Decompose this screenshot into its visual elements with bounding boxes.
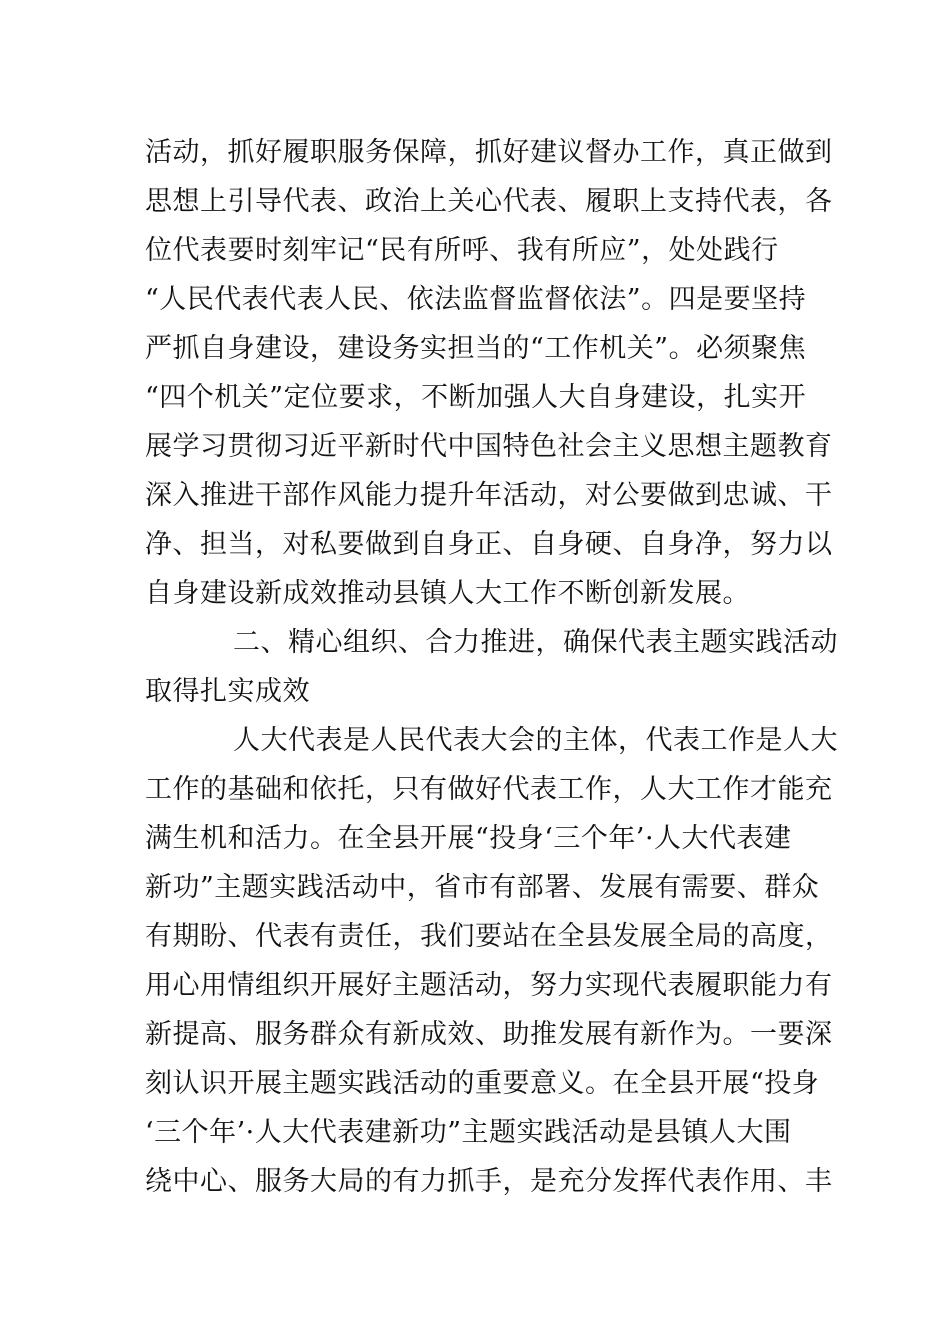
text-line-1: 活动，抓好履职服务保障，抓好建议督办工作，真正做到 <box>145 137 833 168</box>
text-line-13: 人大代表是人民代表大会的主体，代表工作是人大 <box>233 725 838 756</box>
text-line-6: “四个机关”定位要求，不断加强人大自身建设，扎实开 <box>145 382 807 413</box>
text-line-15: 满生机和活力。在全县开展“投身‘三个年’·人大代表建 <box>145 823 792 854</box>
text-line-16: 新功”主题实践活动中，省市有部署、发展有需要、群众 <box>145 872 820 903</box>
text-line-22: 绕中心、服务大局的有力抓手，是充分发挥代表作用、丰 <box>145 1166 833 1197</box>
text-line-10: 自身建设新成效推动县镇人大工作不断创新发展。 <box>145 578 750 609</box>
text-line-2: 思想上引导代表、政治上关心代表、履职上支持代表，各 <box>145 186 833 217</box>
text-line-9: 净、担当，对私要做到自身正、自身硬、自身净，努力以 <box>145 529 833 560</box>
text-line-17: 有期盼、代表有责任，我们要站在全县发展全局的高度， <box>145 921 833 952</box>
text-line-21: ‘三个年’·人大代表建新功”主题实践活动是县镇人大围 <box>145 1117 792 1148</box>
text-line-14: 工作的基础和依托，只有做好代表工作，人大工作才能充 <box>145 774 833 805</box>
text-line-18: 用心用情组织开展好主题活动，努力实现代表履职能力有 <box>145 970 833 1001</box>
text-line-8: 深入推进干部作风能力提升年活动，对公要做到忠诚、干 <box>145 480 833 511</box>
text-line-19: 新提高、服务群众有新成效、助推发展有新作为。一要深 <box>145 1019 833 1050</box>
text-line-7: 展学习贯彻习近平新时代中国特色社会主义思想主题教育 <box>145 431 833 462</box>
text-line-5: 严抓自身建设，建设务实担当的“工作机关”。必须聚焦 <box>145 333 807 364</box>
document-body <box>145 128 838 1206</box>
text-line-20: 刻认识开展主题实践活动的重要意义。在全县开展“投身 <box>145 1068 820 1099</box>
text-line-4: “人民代表代表人民、依法监督监督依法”。四是要坚持 <box>145 284 807 315</box>
section-heading-line-1: 二、精心组织、合力推进，确保代表主题实践活动 <box>233 627 838 658</box>
section-heading-line-2: 取得扎实成效 <box>145 676 310 707</box>
text-line-3: 位代表要时刻牢记“民有所呼、我有所应”，处处践行 <box>145 235 779 266</box>
